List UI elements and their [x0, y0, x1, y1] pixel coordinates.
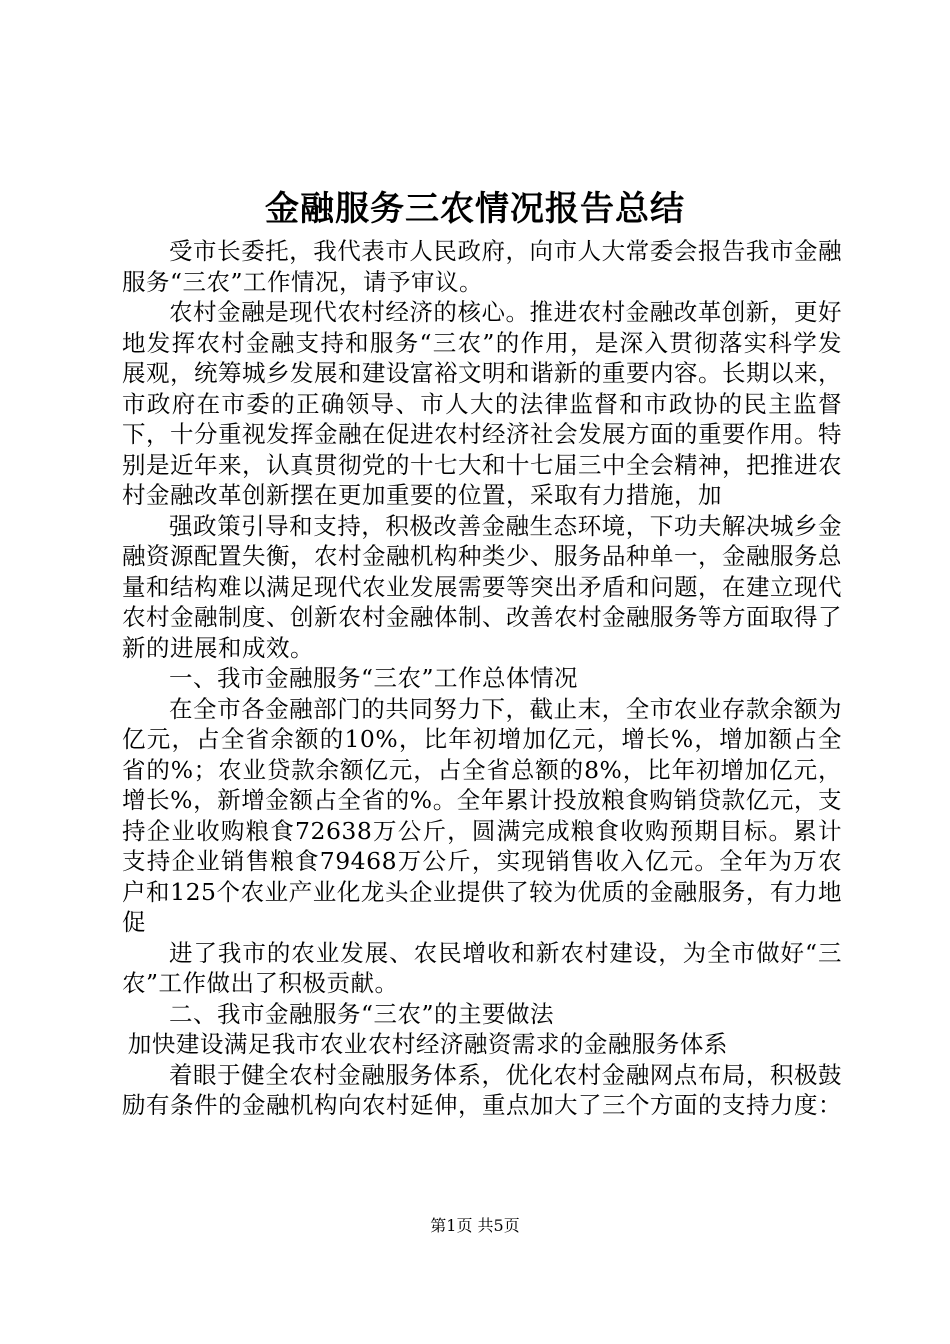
paragraph-background-continued: 强政策引导和支持，积极改善金融生态环境，下功夫解决城乡金融资源配置失衡，农村金融机构种类少、服务品种单一，金融服务总量和结构难以满足现代农业发展需要等突出矛盾和问题，在建立现代农村金融制度、创新农村金融体制、改善农村金融服务等方面取得了新的进展和成效。: [122, 511, 842, 662]
paragraph-overview-continued: 进了我市的农业发展、农民增收和新农村建设，为全市做好“三农”工作做出了积极贡献。: [122, 938, 842, 997]
paragraph-intro: 受市长委托，我代表市人民政府，向市人大常委会报告我市金融服务“三农”工作情况，请予审议。: [122, 237, 842, 296]
document-body: [122, 236, 842, 1121]
paragraph-background: 农村金融是现代农村经济的核心。推进农村金融改革创新，更好地发挥农村金融支持和服务“三农”的作用，是深入贯彻落实科学发展观，统筹城乡发展和建设富裕文明和谐新的重要内容。长期以来，市政府在市委的正确领导、市人大的法律监督和市政协的民主监督下，十分重视发挥金融在促进农村经济社会发展方面的重要作用。特别是近年来，认真贯彻党的十七大和十七届三中全会精神，把推进农村金融改革创新摆在更加重要的位置，采取有力措施，加: [122, 298, 842, 509]
paragraph-service-system: 着眼于健全农村金融服务体系，优化农村金融网点布局，积极鼓励有条件的金融机构向农村延伸，重点加大了三个方面的支持力度：: [122, 1060, 842, 1119]
page-footer: 第1页 共5页: [430, 1216, 520, 1235]
document-title: 金融服务三农情况报告总结: [265, 189, 685, 229]
section-heading-practices: 二、我市金融服务“三农”的主要做法: [169, 999, 555, 1028]
subsection-heading-service-system: 加快建设满足我市农业农村经济融资需求的金融服务体系: [127, 1030, 728, 1058]
paragraph-overview: 在全市各金融部门的共同努力下，截止末，全市农业存款余额为亿元，占全省余额的10%，比年初增加亿元，增长%，增加额占全省的%；农业贷款余额亿元，占全省总额的8%，比年初增加亿元，增长%，新增金额占全省的%。全年累计投放粮食购销贷款亿元，支持企业收购粮食72638万公斤，圆满完成粮食收购预期目标。累计支持企业销售粮食79468万公斤，实现销售收入亿元。全年为万农户和125个农业产业化龙头企业提供了较为优质的金融服务，有力地促: [122, 694, 842, 936]
section-heading-overview: 一、我市金融服务“三农”工作总体情况: [169, 664, 579, 692]
